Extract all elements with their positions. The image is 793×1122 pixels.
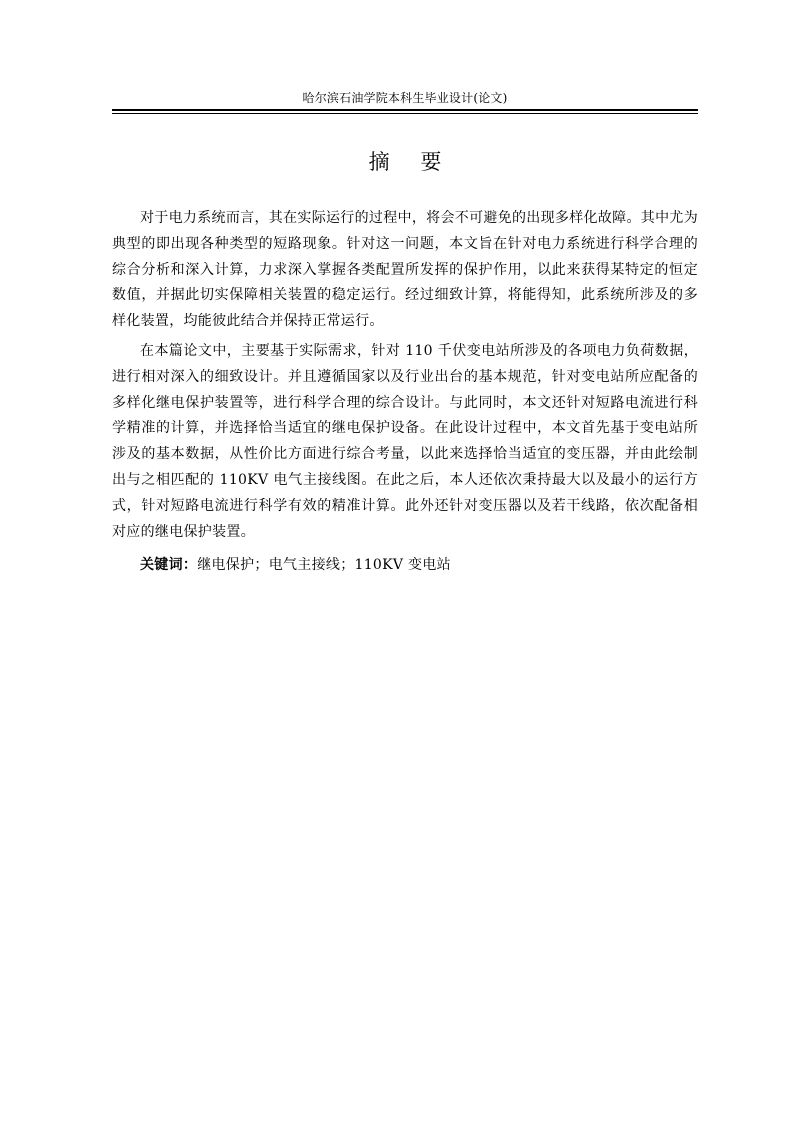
abstract-paragraph-2: 在本篇论文中，主要基于实际需求，针对 110 千伏变电站所涉及的各项电力负荷数据，进行相对深入的细致设计。并且遵循国家以及行业出台的基本规范，针对变电站所应配备的多样化继电保护装置等，进行科学合理的综合设计。与此同时，本文还针对短路电流进行科学精准的计算，并选择恰当适宜的继电保护设备。在此设计过程中，本文首先基于变电站所涉及的基本数据，从性价比方面进行综合考量，以此来选择恰当适宜的变压器，并由此绘制出与之相匹配的 110KV 电气主接线图。在此之后，本人还依次秉持最大以及最小的运行方式，针对短路电流进行科学有效的精准计算。此外还针对变压器以及若干线路，依次配备相对应的继电保护装置。 (112, 342, 698, 540)
abstract-title: 摘 要 (368, 150, 454, 174)
keywords-label: 关键词： (140, 557, 198, 573)
keywords-value: 继电保护；电气主接线；110KV 变电站 (197, 557, 451, 573)
abstract-body (112, 206, 698, 545)
abstract-paragraph-1: 对于电力系统而言，其在实际运行的过程中，将会不可避免的出现多样化故障。其中尤为典型的即出现各种类型的短路现象。针对这一问题，本文旨在针对电力系统进行科学合理的综合分析和深入计算，力求深入掌握各类配置所发挥的保护作用，以此来获得某特定的恒定数值，并据此切实保障相关装置的稳定运行。经过细致计算，将能得知，此系统所涉及的多样化装置，均能彼此结合并保持正常运行。 (112, 210, 698, 330)
keywords-line (140, 553, 698, 577)
header-rule-thin (112, 113, 698, 114)
header-rule-thick (112, 109, 698, 111)
running-header: 哈尔滨石油学院本科生毕业设计(论文) (302, 91, 508, 105)
